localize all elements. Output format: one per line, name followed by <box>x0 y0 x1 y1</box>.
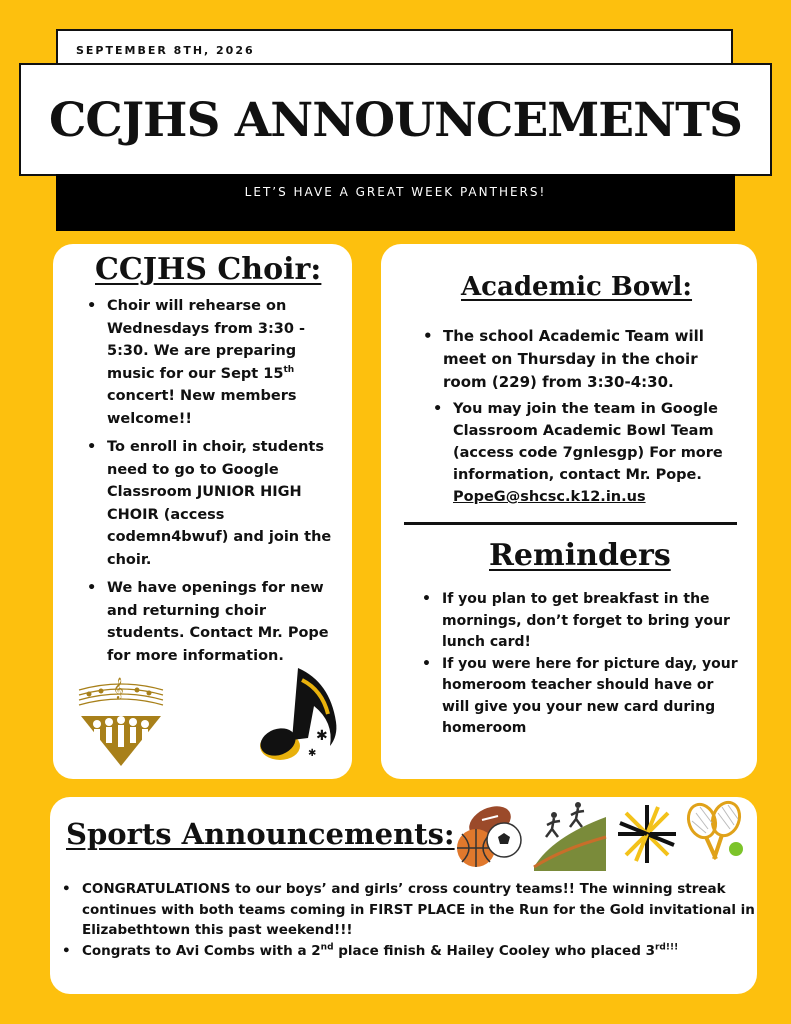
reminders-list <box>422 589 744 740</box>
academic-item-join: • You may join the team in Google Classroom Academic Bowl Team (access code 7gnlesgp) For more information, contact Mr. Pope. PopeG@shcsc.k12.in.us <box>433 398 733 508</box>
choir-item-enroll: • To enroll in choir, students need to go to Google Classroom JUNIOR HIGH CHOIR (access codemn4bwuf) and join the choir. <box>87 436 337 571</box>
runners-icon <box>532 797 608 873</box>
academic-list-2 <box>433 398 733 508</box>
music-note-icon <box>258 662 344 772</box>
sports-card <box>50 797 757 994</box>
email-link[interactable]: PopeG@shcsc.k12.in.us <box>453 489 646 505</box>
date-text: SEPTEMBER 8TH, 2026 <box>76 44 255 57</box>
sports-item-cross-country: • CONGRATULATIONS to our boys’ and girls’ cross country teams!! The winning streak continues with both teams coming in FIRST PLACE in the Run for the Gold invitational in Elizabethtown this past weekend!!! <box>62 879 762 941</box>
choir-heading: CCJHS Choir: <box>95 252 322 287</box>
choir-logo-icon <box>75 672 167 770</box>
title-banner <box>19 63 772 176</box>
sports-balls-icon <box>454 800 526 870</box>
academic-heading: Academic Bowl: <box>461 272 693 302</box>
reminder-picture-day: • If you were here for picture day, your homeroom teacher should have or will give you your new card during homeroom <box>422 654 744 740</box>
academic-list <box>423 325 743 394</box>
page-title: CCJHS ANNOUNCEMENTS <box>49 93 742 148</box>
sports-heading: Sports Announcements: <box>66 817 455 851</box>
svg-text:✱: ✱ <box>316 728 328 744</box>
choir-item-openings: • We have openings for new and returning choir students. Contact Mr. Pope for more information. <box>87 577 337 667</box>
svg-text:✱: ✱ <box>308 748 317 759</box>
sports-list <box>62 879 762 961</box>
reminders-heading: Reminders <box>489 538 671 573</box>
reminder-breakfast: • If you plan to get breakfast in the mornings, don’t forget to bring your lunch card! <box>422 589 744 654</box>
academic-item-meeting: • The school Academic Team will meet on Thursday in the choir room (229) from 3:30-4:30. <box>423 325 743 394</box>
tagline-bar <box>56 174 735 231</box>
tennis-icon <box>682 799 748 869</box>
section-divider <box>404 522 737 525</box>
tagline-text: LET’S HAVE A GREAT WEEK PANTHERS! <box>244 185 547 199</box>
choir-list <box>87 295 337 667</box>
sports-item-congrats: • Congrats to Avi Combs with a 2nd place finish & Hailey Cooley who placed $3^{rd!!!}$ <box>62 941 762 962</box>
choir-card <box>53 244 352 779</box>
academic-reminders-card <box>381 244 757 779</box>
svg-text:𝄞: 𝄞 <box>113 678 124 699</box>
choir-item-rehearsal: • Choir will rehearse on Wednesdays from 3:30 - 5:30. We are preparing music for our Sept 15th concert! New members welcome!! <box>87 295 337 430</box>
pom-pom-icon <box>616 803 678 865</box>
